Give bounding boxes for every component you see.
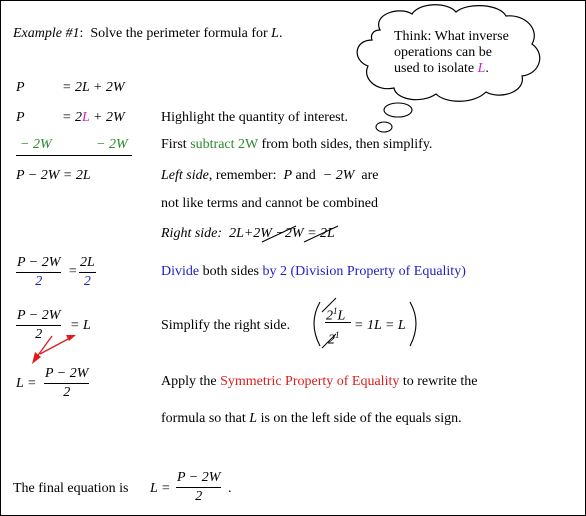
right-side-2l: 2L <box>229 226 244 241</box>
cloud-bubble-large <box>384 103 412 117</box>
eq2-rhs-a: = 2 <box>62 110 82 125</box>
paren-den-sup: 1 <box>335 330 340 340</box>
cloud-bubble-small <box>376 122 392 132</box>
divide-fraction-left <box>16 255 61 290</box>
paren-denominator <box>328 327 340 349</box>
divide-den-left: 2 <box>35 274 43 289</box>
symmetric-line2-b: is on the left side of the equals sign. <box>260 411 462 426</box>
simplify-bar <box>16 325 61 326</box>
cloud-end: . <box>485 61 489 76</box>
final-den: 2 <box>195 489 203 504</box>
eq2-highlight-l: L <box>81 110 90 125</box>
cloud-var: L <box>477 61 486 76</box>
symmetric-fraction <box>44 366 89 401</box>
left-side-p: P <box>283 168 293 183</box>
paren-num-sup: 1 <box>333 306 338 316</box>
cloud-line-3 <box>394 61 489 77</box>
eq3-rule <box>16 155 132 156</box>
divide-bar-right <box>79 272 96 273</box>
left-side-w: − 2W <box>322 168 355 183</box>
symmetric-num: P − 2W <box>45 366 89 381</box>
final-bar <box>176 487 221 488</box>
divide-eq: = <box>68 264 78 279</box>
right-side-minus2w: −2W <box>275 226 304 241</box>
eq3-left: − 2W <box>20 137 52 152</box>
symmetric-lhs: L = <box>16 376 37 391</box>
symmetric-property: Symmetric Property of Equality <box>220 374 400 389</box>
paren-num-l: L <box>337 308 346 324</box>
left-side-line-1 <box>161 168 378 184</box>
eq4: P − 2W = 2L <box>16 168 91 183</box>
cloud-line-3-text: used to isolate <box>394 61 475 76</box>
divide-bar-left <box>16 272 61 273</box>
example-text: Solve the perimeter formula for <box>90 26 268 41</box>
cloud-line-1: Think: What inverse <box>394 29 509 44</box>
simplify-num: P − 2W <box>17 308 61 323</box>
left-side-text1: , remember: <box>208 168 277 183</box>
symmetric-var: L <box>249 411 258 426</box>
paren-den-2: 2 <box>328 332 335 348</box>
symmetric-line-1 <box>161 374 478 390</box>
divide-fraction-right <box>79 255 96 290</box>
symmetric-bar <box>44 383 89 384</box>
eq1-rhs: = 2L + 2W <box>62 80 125 95</box>
right-side-label: Right side <box>161 226 218 241</box>
example-end: . <box>278 26 283 41</box>
divide-num-right: 2L <box>80 255 95 270</box>
divide-property: by 2 (Division Property of Equality) <box>262 264 466 279</box>
divide-den-right: 2 <box>83 274 91 289</box>
simplify-rhs: = L <box>70 318 91 333</box>
eq2-lhs: P <box>16 110 25 125</box>
right-side-plus2w: +2W <box>243 226 272 241</box>
divide-num-left: P − 2W <box>17 255 61 270</box>
symmetric-line-2 <box>161 411 462 427</box>
paren-rhs: = 1L = L <box>354 318 406 333</box>
simplify-den: 2 <box>35 327 43 342</box>
divide-mid: both sides <box>202 264 259 279</box>
simplify-text: Simplify the right side. <box>161 318 291 333</box>
step-subtract-post: from both sides, then simplify. <box>261 137 433 152</box>
eq2-rhs-b: + 2W <box>93 110 125 125</box>
cloud-line-2: operations can be <box>394 45 492 60</box>
example-label: Example #1 <box>13 26 80 41</box>
simplify-fraction <box>16 308 61 343</box>
example-sep: : <box>79 26 84 41</box>
paren-num-2: 2 <box>326 308 333 324</box>
final-end: . <box>228 481 232 496</box>
left-side-line-2: not like terms and cannot be combined <box>161 196 378 211</box>
step-subtract-pre: First <box>161 137 187 152</box>
left-side-are: are <box>361 168 379 183</box>
symmetric-pre: Apply the <box>161 374 217 389</box>
right-side-colon: : <box>217 226 223 241</box>
final-lhs: L = <box>150 481 171 496</box>
eq3-right: − 2W <box>96 137 128 152</box>
step-subtract-colored: subtract 2W <box>190 137 258 152</box>
divide-text <box>161 264 466 280</box>
right-side-line <box>161 226 335 242</box>
right-side-result: = 2L <box>307 226 335 241</box>
example-title <box>13 26 282 42</box>
step-highlight: Highlight the quantity of interest. <box>161 110 349 125</box>
symmetric-post: to rewrite the <box>402 374 478 389</box>
left-side-label: Left side <box>161 168 209 183</box>
eq2-rhs <box>62 110 125 126</box>
divide-word: Divide <box>161 264 200 279</box>
final-text: The final equation is <box>13 481 129 496</box>
paren-bar <box>325 322 351 323</box>
final-fraction <box>176 470 221 505</box>
symmetric-den: 2 <box>63 385 71 400</box>
step-subtract <box>161 137 432 153</box>
final-num: P − 2W <box>177 470 221 485</box>
symmetric-line2-a: formula so that <box>161 411 246 426</box>
left-side-and: and <box>295 168 316 183</box>
example-var: L <box>271 26 279 41</box>
eq1-lhs: P <box>16 80 25 95</box>
